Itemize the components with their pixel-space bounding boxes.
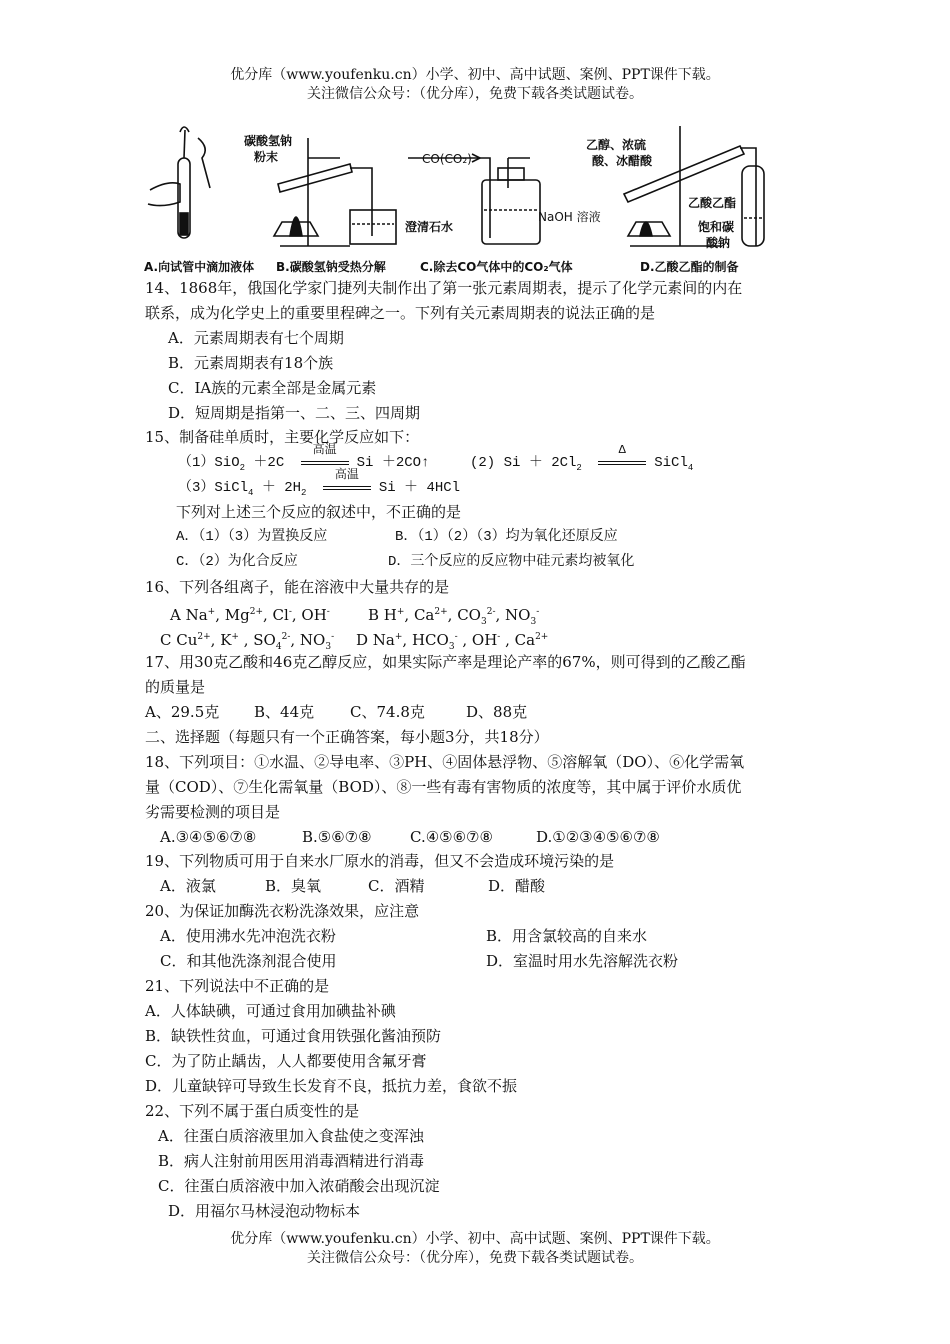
q14-option-c: C．IA族的元素全部是金属元素 bbox=[168, 379, 377, 397]
q15-r2-number: (2) bbox=[470, 455, 504, 471]
label-d-product: 乙酸乙酯 bbox=[688, 196, 737, 210]
q18-stem-1: 18、下列项目：①水温、②导电率、③PH、④固体悬浮物、⑤溶解氧（DO）、⑥化学需氧 bbox=[145, 753, 745, 771]
q22-option-d: D．用福尔马林浸泡动物标本 bbox=[168, 1202, 361, 1220]
q20-option-a: A．使用沸水先冲泡洗衣粉 bbox=[160, 927, 336, 945]
q15-reaction-3: （3）SiCl$_4$ ＋ $2H_2$ 高温 Si ＋ 4HCl bbox=[178, 468, 461, 498]
label-b-reagent-2: 粉末 bbox=[254, 150, 279, 164]
apparatus-b-heating bbox=[274, 138, 396, 246]
label-b-reagent-1: 碳酸氢钠 bbox=[244, 134, 293, 148]
q16-option-d: D Na+, $HCO_3^-$ , OH- , $Ca^{2+}$ bbox=[356, 631, 549, 652]
section-2-title: 二、选择题（每题只有一个正确答案，每小题3分，共18分） bbox=[145, 728, 549, 746]
q22-option-a: A．往蛋白质溶液里加入食盐使之变浑浊 bbox=[158, 1127, 424, 1145]
q14-option-d: D．短周期是指第一、二、三、四周期 bbox=[168, 404, 421, 422]
q15-r3-condition: 高温 bbox=[334, 468, 359, 483]
q15-r1-products: Si ＋2CO↑ bbox=[356, 455, 430, 471]
label-c-gas: CO(CO₂) bbox=[422, 152, 472, 166]
q14-option-a: A．元素周期表有七个周期 bbox=[168, 329, 344, 347]
label-d-solution-2: 酸钠 bbox=[706, 236, 731, 250]
q14-stem-2: 联系，成为化学史上的重要里程碑之一。下列有关元素周期表的说法正确的是 bbox=[145, 304, 656, 322]
q14-stem-1: 14、1868年，俄国化学家门捷列夫制作出了第一张元素周期表，提示了化学元素间的内在 bbox=[145, 279, 743, 297]
q20-stem: 20、为保证加酶洗衣粉洗涤效果，应注意 bbox=[145, 902, 420, 920]
q16-option-a: A Na+, $Mg^{2+}$, Cl-, OH- bbox=[170, 606, 330, 624]
q18-option-b: B.⑤⑥⑦⑧ bbox=[302, 828, 372, 846]
q17-option-c: C、74.8克 bbox=[350, 703, 425, 721]
q14-option-b: B．元素周期表有18个族 bbox=[168, 354, 334, 372]
q22-option-c: C．往蛋白质溶液中加入浓硝酸会出现沉淀 bbox=[158, 1177, 440, 1195]
q15-reaction-1: （1）SiO$_2$ ＋2C 高温 Si ＋2CO↑ bbox=[178, 443, 430, 473]
header-line-2: 关注微信公众号：（优分库），免费下载各类试题试卷。 bbox=[307, 86, 643, 102]
apparatus-drawing bbox=[140, 118, 780, 258]
caption-d: D.乙酸乙酯的制备 bbox=[640, 260, 739, 274]
q15-r3-number: （3） bbox=[178, 480, 215, 496]
q19-option-d: D．醋酸 bbox=[488, 877, 546, 895]
q15-option-d: D．三个反应的反应物中硅元素均被氧化 bbox=[388, 554, 635, 570]
label-b-limewater: 澄清石水 bbox=[405, 220, 454, 234]
footer-line-2: 关注微信公众号：（优分库），免费下载各类试题试卷。 bbox=[307, 1250, 643, 1266]
q21-stem: 21、下列说法中不正确的是 bbox=[145, 977, 330, 995]
q21-option-a: A．人体缺碘，可通过食用加碘盐补碘 bbox=[145, 1002, 396, 1020]
q15-reaction-2: (2) $Si + 2Cl_2$ Δ SiCl$_4$ bbox=[470, 443, 694, 473]
q15-option-b: B．（1）（2）（3）均为氧化还原反应 bbox=[395, 529, 618, 545]
q15-option-a: A．（1）（3）为置换反应 bbox=[176, 529, 328, 545]
label-d-reagent-1: 乙醇、浓硫 bbox=[586, 138, 647, 152]
q15-r1-condition: 高温 bbox=[312, 443, 337, 458]
q21-option-b: B．缺铁性贫血，可通过食用铁强化酱油预防 bbox=[145, 1027, 442, 1045]
q21-option-c: C．为了防止龋齿，人人都要使用含氟牙膏 bbox=[145, 1052, 427, 1070]
q16-option-b: B H+, $Ca^{2+}$, $CO_3^{2-}$, $NO_3^-$ bbox=[368, 606, 540, 627]
q22-option-b: B．病人注射前用医用消毒酒精进行消毒 bbox=[158, 1152, 425, 1170]
caption-b: B.碳酸氢钠受热分解 bbox=[276, 260, 386, 274]
q20-option-d: D．室温时用水先溶解洗衣粉 bbox=[486, 952, 679, 970]
q16-option-c: C $Cu^{2+}$, K+ , $SO_4^{2-}$, $NO_3^-$ bbox=[160, 631, 335, 652]
q19-option-c: C．酒精 bbox=[368, 877, 425, 895]
q20-option-c: C．和其他洗涤剂混合使用 bbox=[160, 952, 337, 970]
q15-r3-arrow bbox=[321, 468, 373, 497]
label-d-reagent-2: 酸、冰醋酸 bbox=[592, 154, 653, 168]
apparatus-figure bbox=[140, 118, 780, 278]
label-c-naoh: NaOH 溶液 bbox=[538, 210, 601, 224]
caption-c: C.除去CO气体中的CO₂气体 bbox=[420, 260, 573, 274]
q18-option-d: D.①②③④⑤⑥⑦⑧ bbox=[536, 828, 660, 846]
q15-stem: 15、制备硅单质时，主要化学反应如下： bbox=[145, 428, 420, 446]
q18-stem-3: 劣需要检测的项目是 bbox=[145, 803, 281, 821]
q17-option-a: A、29.5克 bbox=[145, 703, 220, 721]
caption-a: A.向试管中滴加液体 bbox=[144, 260, 255, 274]
q15-r1-number: （1） bbox=[178, 455, 215, 471]
q20-option-b: B．用含氯较高的自来水 bbox=[486, 927, 648, 945]
q17-option-b: B、44克 bbox=[254, 703, 315, 721]
q19-stem: 19、下列物质可用于自来水厂原水的消毒，但又不会造成环境污染的是 bbox=[145, 852, 615, 870]
q18-option-a: A.③④⑤⑥⑦⑧ bbox=[160, 828, 257, 846]
q18-stem-2: 量（COD）、⑦生化需氧量（BOD）、⑧一些有毒有害物质的浓度等，其中属于评价水质优 bbox=[145, 778, 742, 796]
q19-option-b: B．臭氧 bbox=[265, 877, 322, 895]
q15-r2-arrow bbox=[596, 443, 648, 472]
q16-stem: 16、下列各组离子，能在溶液中大量共存的是 bbox=[145, 578, 450, 596]
footer-line-1: 优分库（www.youfenku.cn）小学、初中、高中试题、案例、PPT课件下载。 bbox=[230, 1231, 720, 1247]
q15-r3-products: Si ＋ 4HCl bbox=[378, 480, 461, 496]
q15-option-c: C．（2）为化合反应 bbox=[176, 554, 298, 570]
q15-r2-condition: Δ bbox=[618, 443, 626, 458]
q17-stem-2: 的质量是 bbox=[145, 678, 206, 696]
q17-stem-1: 17、用30克乙酸和46克乙醇反应，如果实际产率是理论产率的67%，则可得到的乙酸乙酯 bbox=[145, 653, 746, 671]
q19-option-a: A．液氯 bbox=[160, 877, 216, 895]
header-line-1: 优分库（www.youfenku.cn）小学、初中、高中试题、案例、PPT课件下载。 bbox=[230, 67, 720, 83]
apparatus-a-test-tube bbox=[148, 127, 210, 238]
q22-stem: 22、下列不属于蛋白质变性的是 bbox=[145, 1102, 360, 1120]
label-d-solution-1: 饱和碳 bbox=[698, 220, 735, 234]
q18-option-c: C.④⑤⑥⑦⑧ bbox=[410, 828, 493, 846]
q17-option-d: D、88克 bbox=[466, 703, 528, 721]
q21-option-d: D．儿童缺锌可导致生长发育不良，抵抗力差，食欲不振 bbox=[145, 1077, 518, 1095]
q15-ask: 下列对上述三个反应的叙述中，不正确的是 bbox=[176, 503, 462, 521]
